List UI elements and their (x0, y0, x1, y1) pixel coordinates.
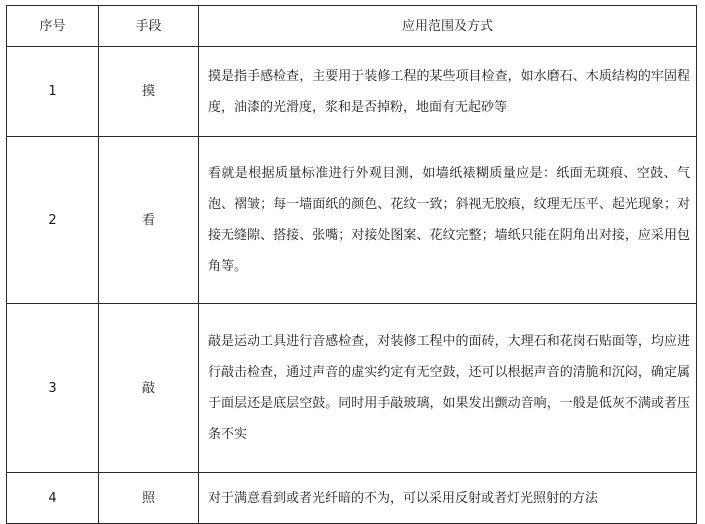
row-description: 看就是根据质量标准进行外观目测，如墙纸裱糊质量应是：纸面无斑痕、空鼓、气泡、褶皱；每一墙面纸的颜色、花纹一致；斜视无胶痕，纹理无压平、起光现象；对接无缝隙、搭接、张嘴；对接处图案、花纹完整；墙纸只能在阴角出对接，应采用包角等。 (199, 137, 697, 304)
row-method: 敲 (99, 304, 199, 473)
header-method: 手段 (99, 6, 199, 47)
header-scope: 应用范围及方式 (199, 6, 697, 47)
row-description: 敲是运动工具进行音感检查，对装修工程中的面砖，大理石和花岗石贴面等，均应进行敲击检查，通过声音的虚实约定有无空鼓，还可以根据声音的清脆和沉闷，确定属于面层还是底层空鼓。同时用手敲玻璃，如果发出颤动音响，一般是低灰不满或者压条不实 (199, 304, 697, 473)
table-row (7, 473, 697, 524)
row-index: 1 (7, 47, 99, 137)
row-method: 摸 (99, 47, 199, 137)
inspection-methods-table (6, 5, 697, 524)
table-row (7, 47, 697, 137)
row-index: 2 (7, 137, 99, 304)
table-row (7, 304, 697, 473)
table-row (7, 137, 697, 304)
row-index: 3 (7, 304, 99, 473)
row-description: 对于满意看到或者光纤暗的不为，可以采用反射或者灯光照射的方法 (199, 473, 697, 524)
row-method: 看 (99, 137, 199, 304)
header-index: 序号 (7, 6, 99, 47)
row-method: 照 (99, 473, 199, 524)
table-header-row (7, 6, 697, 47)
row-description: 摸是指手感检查，主要用于装修工程的某些项目检查，如水磨石、木质结构的牢固程度，油漆的光滑度，浆和是否掉粉，地面有无起砂等 (199, 47, 697, 137)
inspection-methods-table-container (6, 5, 696, 516)
row-index: 4 (7, 473, 99, 524)
